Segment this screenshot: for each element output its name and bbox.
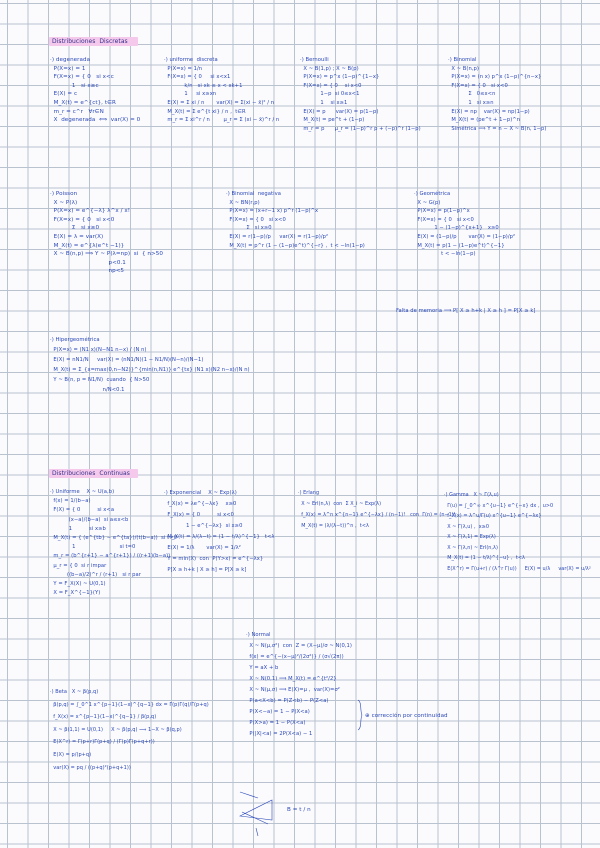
- triangle-sketch-icon: [238, 790, 278, 838]
- uniforme-discreta-block: ·) uniforme discreta P(X=x) = 1/n F(X=x) = { 0 si x<x1 k/n si xk ≤ x < xk+1 1 si x≥xn E(X) = Σ xi / n var(X) = Σ(xi − x̄)² / n M_X(t) = Σ e^{t xi} / n , t∈R m_r = Σ xi^r / n μ_r = Σ (xi − x̄)^r / n: [164, 57, 280, 124]
- degenerada-block: ·) degenerada P(X=x) = 1 F(X=x) = { 0 si x<c 1 si x≥c E(X) = c M_X(t) = e^{ct}, t∈R m_r = c^r ∀r∈N X degenerada ⟺ var(X) = 0: [50, 57, 141, 124]
- geometrica-block: ·) Geométrica X ~ G(p) P(X=x) = p(1−p)^x F(X=x) = { 0 si x<0 1 − (1−p)^{x+1} x≥0 E(X) = (1−p)/p var(X) = (1−p)/p² M_X(t) = p(1 − (1−p)e^t)^{−1} t < −ln(1−p): [414, 191, 516, 258]
- bernoulli-block: ·) Bernoulli X ~ B(1,p) ; X ~ B(p) P(X=x) = p^x (1−p)^{1−x} F(X=x) = { 0 si x<0 1−p si 0≤x<1 1 si x≥1 E(X) = p var(X) = p(1−p) M_X(t) = pe^t + (1−p) m_r = p μ_r = (1−p)^r p + (−p)^r (1−p): [300, 57, 421, 132]
- uniforme-continua-block: ·) Uniforme X ~ U(a,b) f(x) = 1/(b−a) F(X) = { 0 si x<a (x−a)/(b−a) si a≤x<b 1 si x≥b M_X(t) = { (e^{tb} − e^{ta})/(t(b−a)) si t≠0 1 si t=0 m_r = (b^{r+1} − a^{r+1}) / ((r+1)(b−a)) μ_r = { 0 si r impar ((b−a)/2)^r / (r+1) si r par Y = F_X(X) ~ U(0,1) X = F_X^{−1}(Y): [50, 489, 177, 597]
- falta-de-memoria: Falta de memoria ⟹ P[ X ≥ h+k | X ≥ h ] = P[X ≥ k]: [396, 308, 536, 314]
- exponencial-block: ·) Exponencial X ~ Exp(λ) f_X(x) = λe^{−λx} x≥0 F_X(x) = { 0 si x<0 1 − e^{−λx} si x≥0 M_X(t) = λ/(λ−t) = (1 − t/λ)^{−1} t<λ E(X) = 1/λ var(X) = 1/λ² Y = min(X) con P(Y>x) = e^{−λx} P[X ≥ h+k | X ≥ h] = P[X ≥ k]: [164, 490, 275, 573]
- gamma-block: ·) Gamma X ~ Γ(λ,u) Γ(u) = ∫_0^∞ x^{u−1} e^{−x} dx , u>0 f_X(x) = λ^u/Γ(u) x^{u−1} e^{−λx} X ~ Γ(λ,u) , x≥0 X ~ Γ(λ,1) = Exp(λ) X ~ Γ(λ,n) ~ Erl(n,λ) M_X(t) = (1 − t/λ)^{−u} , t<λ E(X^r) = Γ(u+r) / (λ^r Γ(u)) E(X) = u/λ var(X) = u/λ²: [444, 492, 591, 572]
- triangle-ratio: B = t / n: [287, 807, 311, 813]
- hipergeometrica-block: ·) Hipergeométrica P(X=x) = (N1 x)(N−N1 n−x) / (N n) E(X) = nN1/N var(X) = (nN1/N)(1 − N1/N)(N−n)/(N−1) M_X(t) = Σ_{x=max(0,n−N2)}^{min(n,N1)} e^{tx} (N1 x)(N2 n−x)/(N n) Y ~ B(n, p = N1/N) cuando { N>50 n/N<0.1: [50, 337, 250, 393]
- normal-block: ·) Normal X ~ N(μ,σ²) con Z = (X−μ)/σ ~ N(0,1) f(x) = e^{−(x−μ)²/(2σ²)} / (σ√(2π)) Y = aX + b X ~ N(0,1) ⟹ M_X(t) = e^{t²/2} X ~ N(μ,σ) ⟹ E(X)=μ , var(X)=σ² P(a<X<b) = P(Z<b) − P(Z<a) P(X<−a) = 1 − P(X<a) P(X>a) = 1 − P(X<a) P(|X|<a) = 2P(X<a) − 1: [246, 632, 352, 737]
- erlang-block: ·) Erlang X ~ Erl(n,λ) con Σ X_i ~ Exp(λ) f_X(x) = λ^n x^{n−1} e^{−λx} / (n−1)! con Γ(n) = (n−1)! M_X(t) = (λ/(λ−t))^n , t<λ: [298, 490, 456, 529]
- binomial-negativa-block: ·) Binomial negativa X ~ BN(r,p) P(X=x) = (x+r−1 x) p^r (1−p)^x F(X=x) = { 0 si x<0 Σ si x≥0 E(X) = r(1−p)/p var(X) = r(1−p)/p² M_X(t) = p^r (1 − (1−p)e^t)^{−r} , t < −ln(1−p): [226, 191, 365, 249]
- brace-icon: [356, 700, 366, 730]
- binomial-block: ·) Binomial X ~ B(n,p) P(X=x) = (n x) p^x (1−p)^{n−x} F(X=x) = { 0 si x<0 Σ 0≤x<n 1 si x≥n E(X) = np var(X) = np(1−p) M_X(t) = (pe^t + 1−p)^n Simétrica ⟹ Y = n − X ~ B(n, 1−p): [448, 57, 547, 132]
- correccion-continuidad-note: ⊕ corrección por continuidad: [365, 713, 448, 719]
- section-title-discrete: Distribuciones Discretas: [52, 38, 128, 45]
- poisson-block: ·) Poisson X ~ P(λ) P(X=x) = e^{−λ} λ^x / x! F(X=x) = { 0 si x<0 Σ si x≥0 E(X) = λ = var(X) M_X(t) = e^{λ(e^t −1)} X ~ B(n,p) ⟹ Y ~ P(λ=np) si { n>50 p<0.1 np<5: [50, 191, 163, 275]
- section-title-continuous: Distribuciones Continuas: [52, 470, 130, 477]
- beta-block: ·) Beta X ~ β(p,q) β(p,q) = ∫_0^1 x^{p−1}(1−x)^{q−1} dx = Γ(p)Γ(q)/Γ(p+q) f_X(x) = x^{p−1}(1−x)^{q−1} / β(p,q) X ~ β(1,1) = U(0,1) X ~ β(p,q) ⟹ 1−X ~ β(q,p) E(X^r) = Γ(p+r)Γ(p+q) / (Γ(p)Γ(p+q+r)) E(X) = p/(p+q) var(X) = pq / ((p+q)²(p+q+1)): [50, 689, 209, 771]
